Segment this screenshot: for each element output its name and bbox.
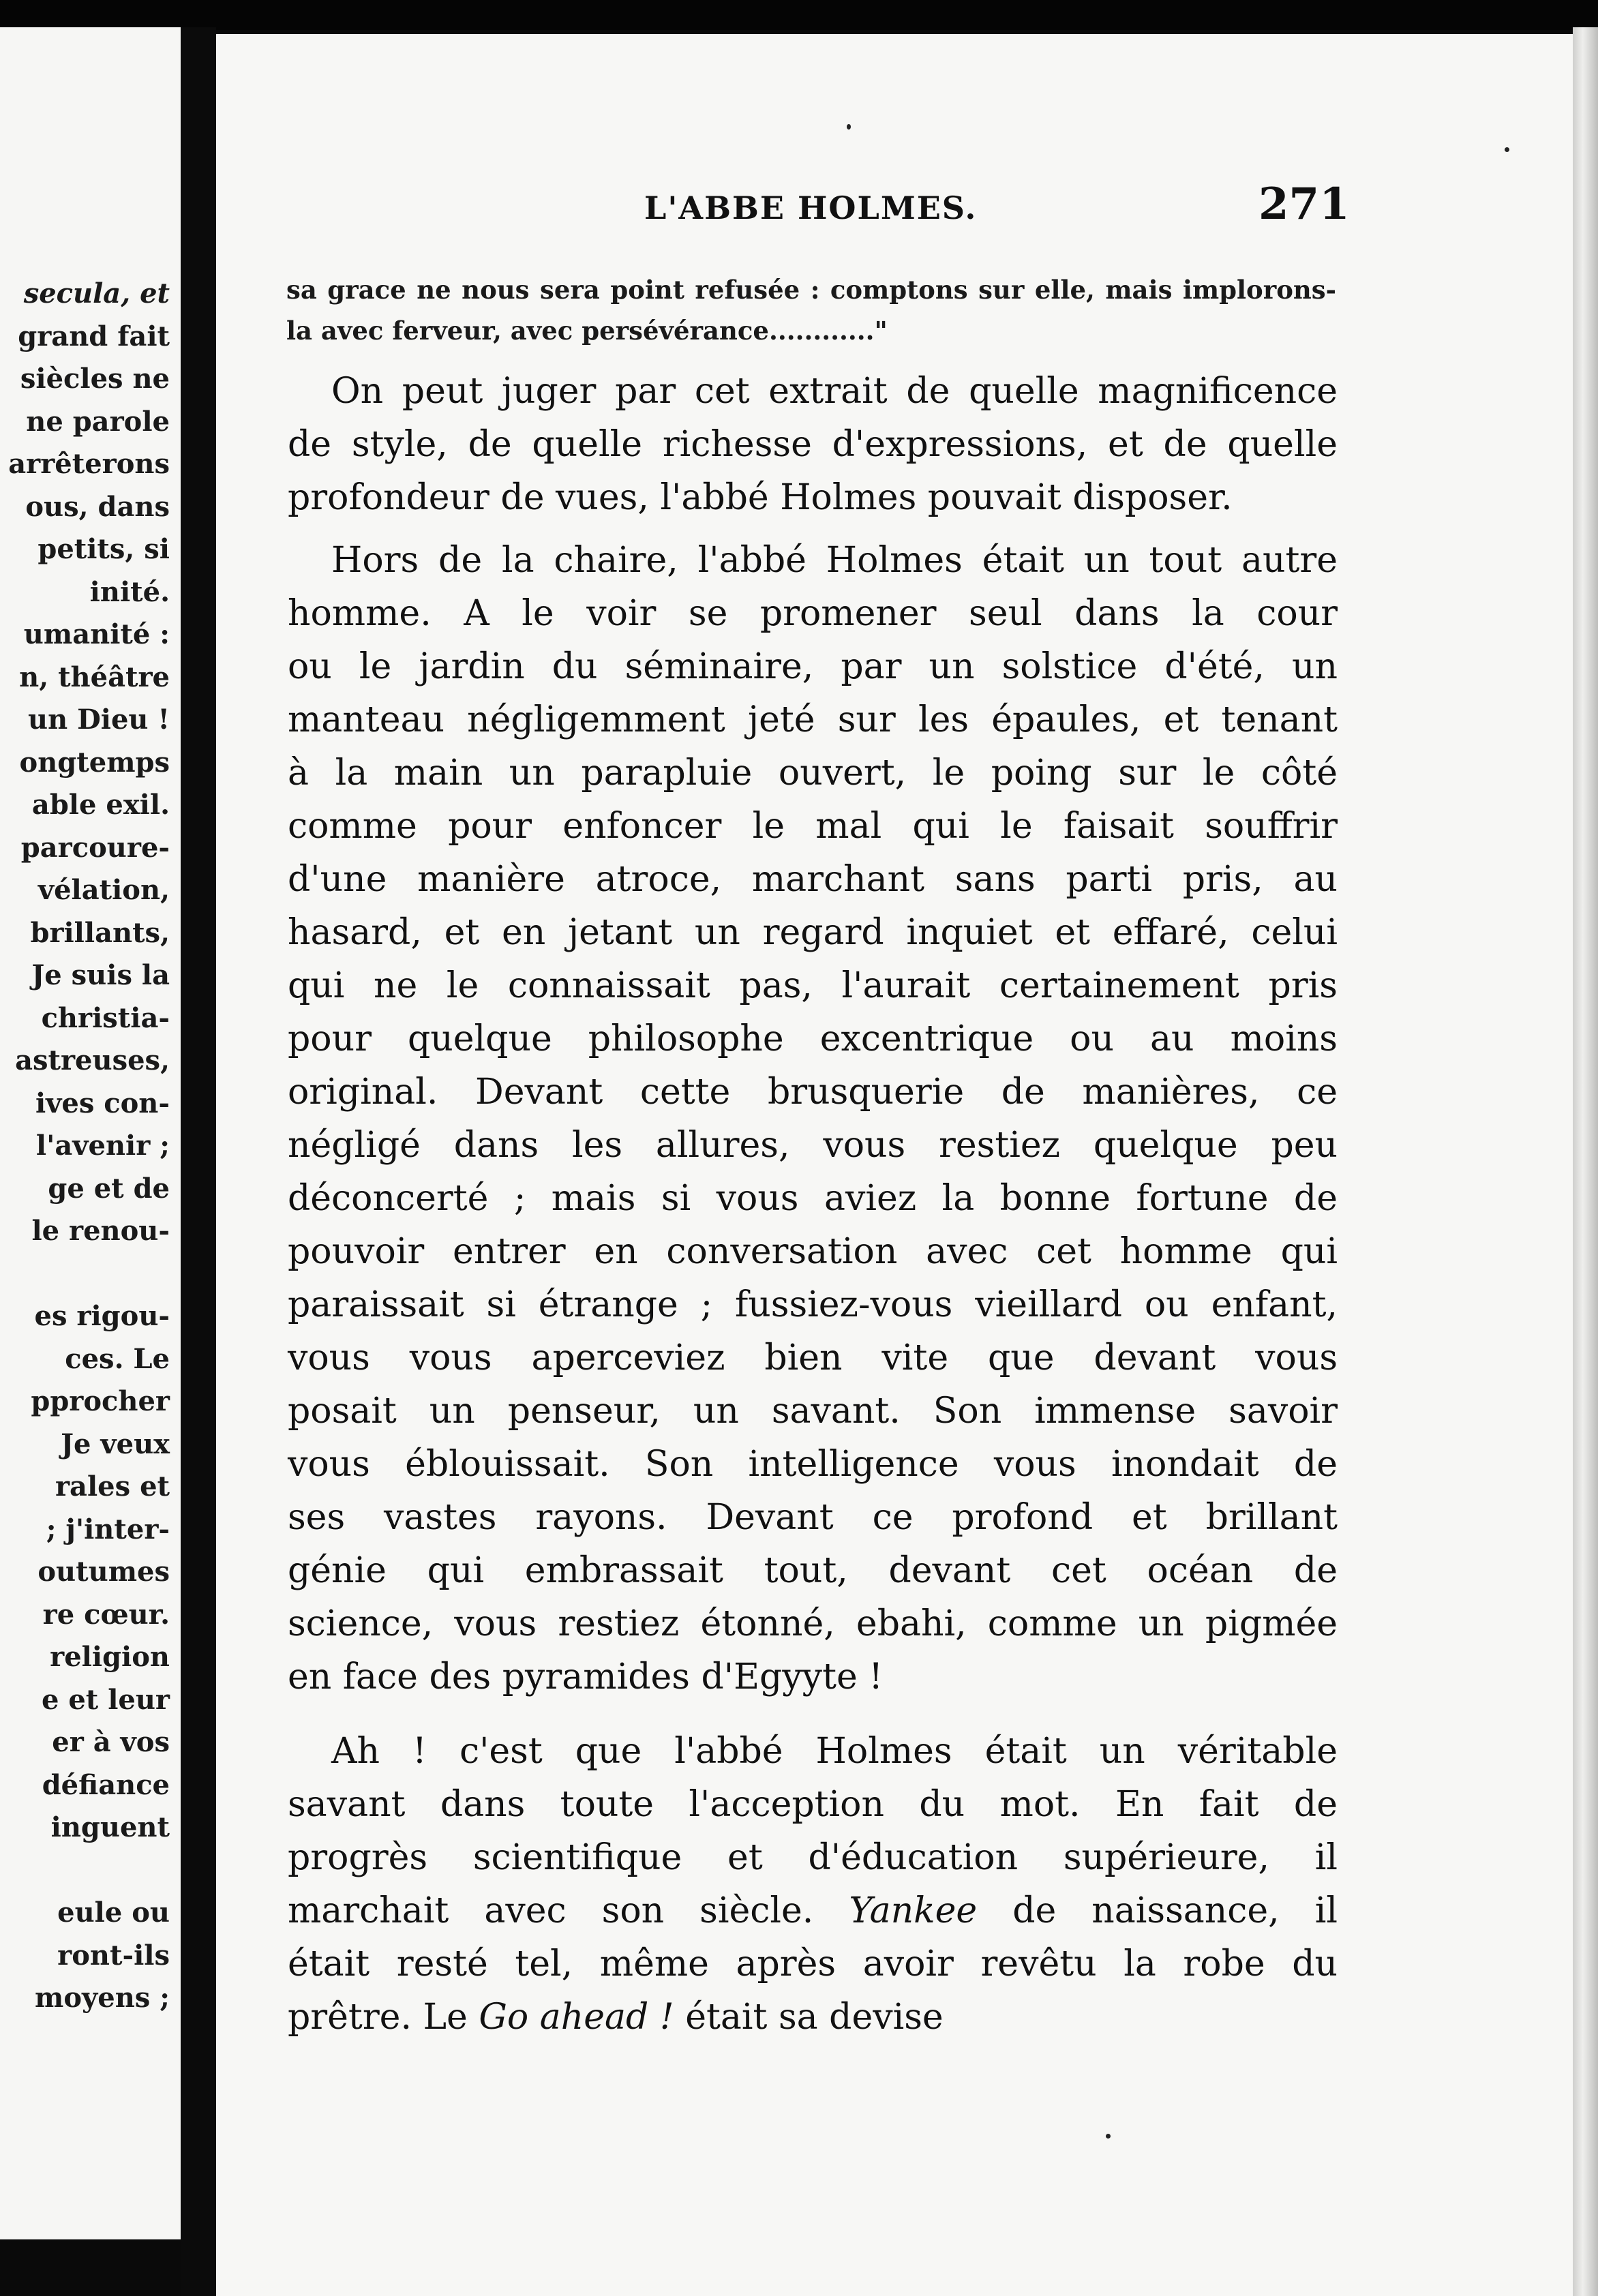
left-line: inguent (50, 1811, 170, 1843)
page-number: 271 (1258, 179, 1350, 230)
page-gutter (181, 27, 216, 2296)
body-line: vous éblouissait. Son intelligence vous inondait de (288, 1444, 1338, 1485)
body-text: était sa devise (674, 1997, 944, 2038)
italic-word: Yankee (849, 1890, 978, 1931)
body-line (288, 1991, 1338, 2044)
left-line-gap (0, 1849, 174, 1892)
left-line: arrêterons (8, 448, 170, 480)
quote-line: sa grace ne nous sera point refusée : comptons sur elle, mais implorons- (286, 275, 1336, 305)
body-line: pouvoir entrer en conversation avec cet homme qui (288, 1231, 1338, 1272)
body-line: savant dans toute l'acception du mot. En fait de (288, 1784, 1338, 1825)
left-line: Je veux (61, 1428, 170, 1460)
left-line: Je suis la (31, 959, 170, 991)
body-line: paraissait si étrange ; fussiez-vous vieillard ou enfant, (288, 1284, 1338, 1325)
body-line: de style, de quelle richesse d'expressions, et de quelle (288, 424, 1338, 465)
left-line: re cœur. (42, 1598, 170, 1631)
left-line-italic: secula, et (23, 277, 170, 309)
left-line: ces. Le (65, 1342, 170, 1375)
left-line: moyens ; (35, 1982, 170, 2014)
left-line: ne parole (26, 405, 170, 438)
left-line: eule ou (57, 1897, 170, 1929)
quote-line: la avec ferveur, avec persévérance............" (286, 316, 888, 346)
scan-speck (1505, 147, 1509, 152)
body-line: ou le jardin du séminaire, par un solstice d'été, un (288, 646, 1338, 687)
left-line: siècles ne (20, 363, 170, 395)
body-line: ses vastes rayons. Devant ce profond et brillant (288, 1497, 1338, 1538)
left-line: un Dieu ! (28, 704, 170, 736)
body-line: original. Devant cette brusquerie de manières, ce (288, 1072, 1338, 1113)
page-edge (1573, 27, 1598, 2296)
body-line: déconcerté ; mais si vous aviez la bonne fortune de (288, 1178, 1338, 1219)
body-line: pour quelque philosophe excentrique ou au moins (288, 1018, 1338, 1059)
left-line: christia- (41, 1001, 170, 1034)
body-text: de naissance, il (977, 1890, 1338, 1931)
body-line: en face des pyramides d'Egyyte ! (288, 1657, 884, 1697)
body-line: Hors de la chaire, l'abbé Holmes était un tout autre (331, 540, 1338, 581)
left-line: ront-ils (57, 1939, 170, 1972)
body-line: génie qui embrassait tout, devant cet océan de (288, 1550, 1338, 1591)
left-line: brillants, (30, 916, 170, 949)
left-line: inité. (89, 575, 170, 608)
left-line: able exil. (31, 789, 170, 821)
left-line: petits, si (37, 533, 170, 565)
scan-speck (847, 124, 851, 130)
body-line: posait un penseur, un savant. Son immense savoir (288, 1391, 1338, 1432)
left-line: ongtemps (19, 746, 170, 779)
left-line: es rigou- (34, 1300, 170, 1332)
scan-top-border (0, 0, 1598, 30)
body-line: à la main un parapluie ouvert, le poing sur le côté (288, 753, 1338, 794)
body-line: Ah ! c'est que l'abbé Holmes était un véritable (331, 1731, 1338, 1772)
body-line: d'une manière atroce, marchant sans parti pris, au (288, 859, 1338, 900)
left-line: e et leur (41, 1683, 170, 1716)
body-line: profondeur de vues, l'abbé Holmes pouvait disposer. (288, 477, 1233, 518)
previous-page-text (0, 273, 174, 2020)
body-line: comme pour enfoncer le mal qui le faisait souffrir (288, 806, 1338, 847)
body-line: était resté tel, même après avoir revêtu la robe du (288, 1944, 1338, 1984)
body-text: marchait avec son siècle. (288, 1890, 814, 1931)
body-line: hasard, et en jetant un regard inquiet et effaré, celui (288, 912, 1338, 953)
left-line: ous, dans (25, 490, 170, 523)
body-line: progrès scientifique et d'éducation supérieure, il (288, 1837, 1338, 1878)
previous-page-fragment (0, 27, 181, 2239)
body-line: science, vous restiez étonné, ebahi, comme un pigmée (288, 1603, 1338, 1644)
body-line (288, 1884, 1338, 1937)
left-line: ives con- (35, 1087, 170, 1119)
body-line: négligé dans les allures, vous restiez quelque peu (288, 1125, 1338, 1166)
left-line: religion (50, 1641, 170, 1673)
left-line: défiance (42, 1768, 170, 1801)
left-line: parcoure- (20, 831, 170, 864)
body-line: homme. A le voir se promener seul dans la cour (288, 593, 1338, 634)
left-line-gap (0, 1253, 174, 1296)
left-line: vélation, (37, 874, 170, 906)
body-text: prêtre. Le (288, 1997, 479, 2038)
left-line: umanité : (23, 618, 170, 650)
left-line: er à vos (52, 1726, 170, 1758)
left-line: grand fait (18, 320, 170, 352)
left-line: n, théâtre (19, 661, 170, 693)
body-line: On peut juger par cet extrait de quelle magnificence (331, 371, 1338, 412)
body-line: qui ne le connaissait pas, l'aurait certainement pris (288, 965, 1338, 1006)
left-line: outumes (37, 1556, 170, 1588)
left-line: ; j'inter- (46, 1513, 170, 1545)
left-line: l'avenir ; (35, 1130, 170, 1162)
left-line: pprocher (31, 1385, 170, 1417)
left-line: astreuses, (15, 1044, 170, 1076)
running-header: L'ABBE HOLMES. (644, 190, 978, 226)
left-line: ge et de (48, 1172, 170, 1205)
italic-phrase: Go ahead ! (479, 1997, 674, 2038)
scan-speck (1106, 2134, 1111, 2139)
left-line (0, 273, 174, 316)
left-line: le renou- (31, 1215, 170, 1247)
left-line: rales et (55, 1470, 170, 1502)
body-line: manteau négligemment jeté sur les épaules, et tenant (288, 699, 1338, 740)
body-line: vous vous aperceviez bien vite que devant vous (288, 1338, 1338, 1378)
